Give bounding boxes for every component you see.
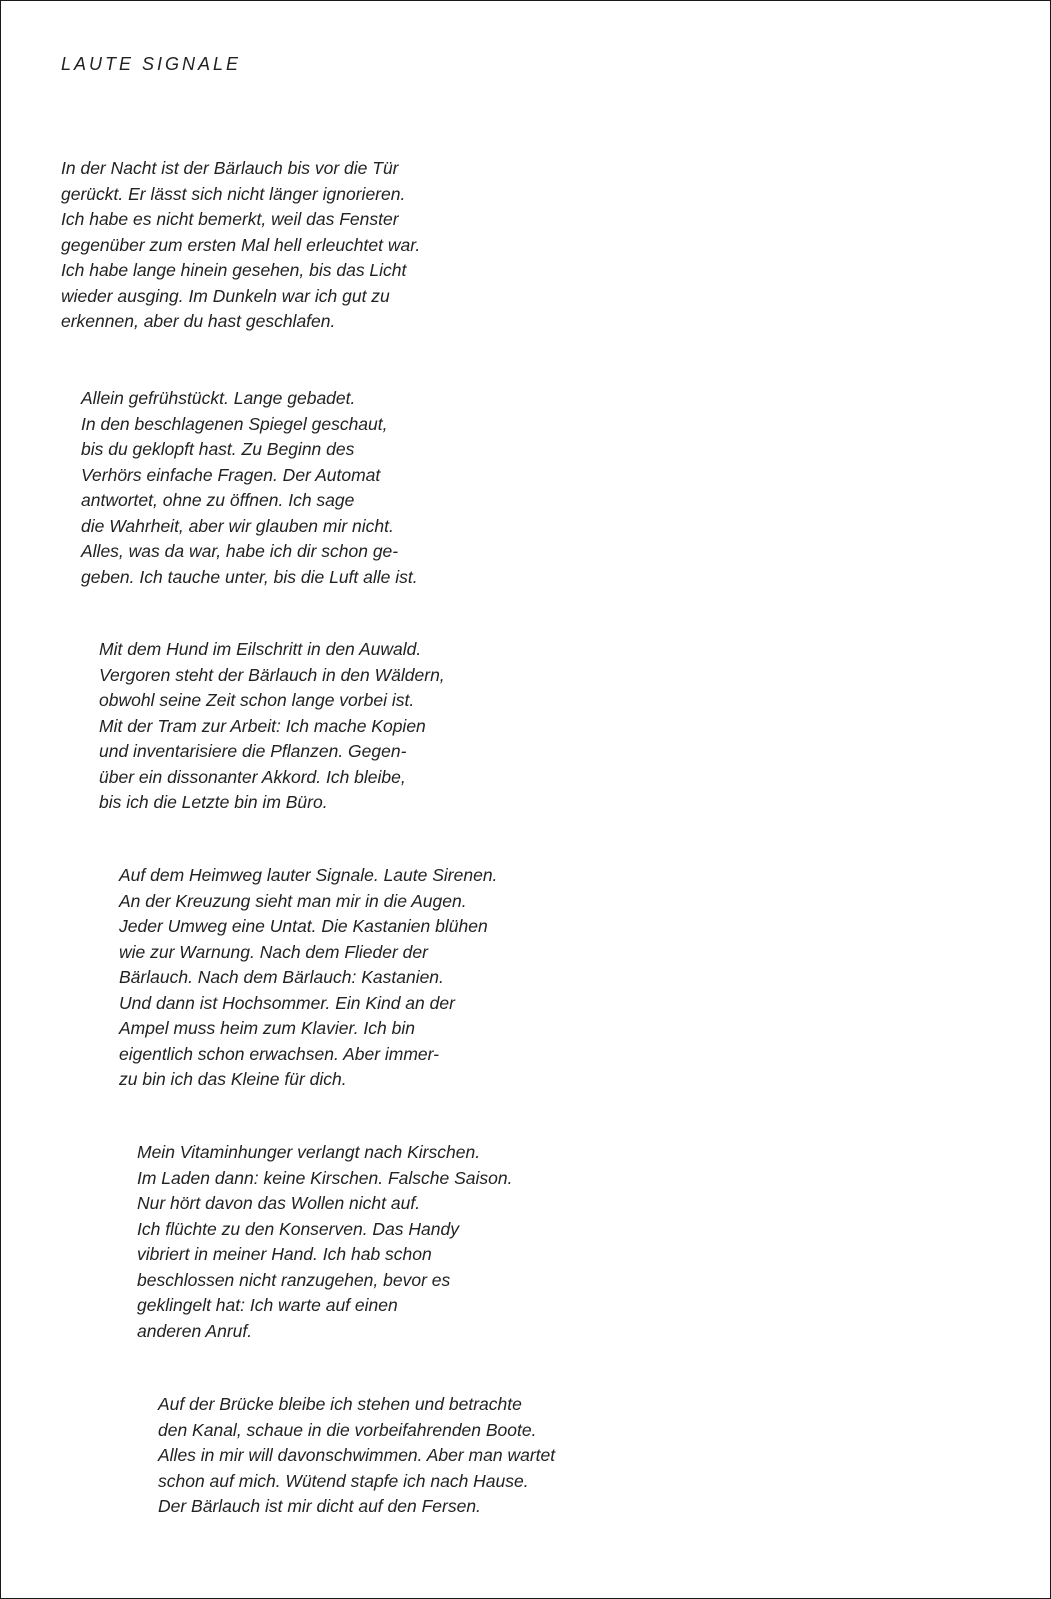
poem-line: Allein gefrühstückt. Lange gebadet. — [81, 388, 356, 408]
poem-line: Der Bärlauch ist mir dicht auf den Fersen. — [158, 1496, 481, 1516]
poem-line: Verhörs einfache Fragen. Der Automat — [81, 464, 381, 485]
poem-line: Im Laden dann: keine Kirschen. Falsche Saison. — [137, 1167, 513, 1188]
poem-line: Mein Vitaminhunger verlangt nach Kirschen. — [137, 1142, 481, 1162]
poem-line: wieder ausging. Im Dunkeln war ich gut zu — [61, 285, 390, 306]
poem-line: Jeder Umweg eine Untat. Die Kastanien blühen — [119, 916, 488, 936]
poem-line: geklingelt hat: Ich warte auf einen — [137, 1295, 398, 1315]
poem-line: die Wahrheit, aber wir glauben mir nicht. — [81, 515, 394, 536]
stanza-2 — [81, 386, 418, 590]
poem-line: Alles in mir will davonschwimmen. Aber man wartet — [158, 1445, 556, 1465]
poem-line: Mit dem Hund im Eilschritt in den Auwald. — [99, 639, 422, 659]
poem-line: gerückt. Er lässt sich nicht länger ignorieren. — [61, 183, 406, 204]
poem-line: An der Kreuzung sieht man mir in die Augen. — [119, 890, 467, 911]
stanza-6 — [158, 1392, 555, 1520]
poem-line: vibriert in meiner Hand. Ich hab schon — [137, 1244, 432, 1264]
stanza-3 — [99, 637, 445, 816]
poem-line: anderen Anruf. — [137, 1320, 253, 1341]
poem-line: erkennen, aber du hast geschlafen. — [61, 311, 336, 331]
poem-line: wie zur Warnung. Nach dem Flieder der — [119, 941, 428, 962]
poem-line: In den beschlagenen Spiegel geschaut, — [81, 413, 388, 434]
poem-line: Alles, was da war, habe ich dir schon ge- — [81, 541, 399, 561]
poem-line: Auf dem Heimweg lauter Signale. Laute Sirenen. — [119, 865, 498, 885]
poem-line: obwohl seine Zeit schon lange vorbei ist. — [99, 690, 415, 710]
poem-line: Auf der Brücke bleibe ich stehen und betrachte — [158, 1394, 522, 1414]
poem-line: gegenüber zum ersten Mal hell erleuchtet war. — [61, 234, 421, 255]
poem-line: geben. Ich tauche unter, bis die Luft alle ist. — [81, 566, 418, 587]
poem-line: über ein dissonanter Akkord. Ich bleibe, — [99, 766, 406, 787]
poem-line: bis du geklopft hast. Zu Beginn des — [81, 439, 355, 459]
poem-line: Mit der Tram zur Arbeit: Ich mache Kopien — [99, 715, 426, 736]
poem-line: schon auf mich. Wütend stapfe ich nach Hause. — [158, 1470, 529, 1491]
poem-line: Ich habe lange hinein gesehen, bis das Licht — [61, 260, 407, 280]
poem-line: Bärlauch. Nach dem Bärlauch: Kastanien. — [119, 967, 444, 987]
poem-line: Nur hört davon das Wollen nicht auf. — [137, 1193, 421, 1213]
poem-line: antwortet, ohne zu öffnen. Ich sage — [81, 490, 355, 510]
stanza-1 — [61, 156, 420, 335]
poem-line: den Kanal, schaue in die vorbeifahrenden Boote. — [158, 1419, 537, 1440]
poem-line: Vergoren steht der Bärlauch in den Wäldern, — [99, 664, 445, 685]
poem-line: Ampel muss heim zum Klavier. Ich bin — [119, 1018, 415, 1038]
stanza-4 — [119, 863, 497, 1093]
poem-title: LAUTE SIGNALE — [61, 54, 242, 74]
poem-line: und inventarisiere die Pflanzen. Gegen- — [99, 741, 407, 761]
poem-line: bis ich die Letzte bin im Büro. — [99, 792, 328, 812]
poem-line: Und dann ist Hochsommer. Ein Kind an der — [119, 992, 455, 1013]
poem-line: beschlossen nicht ranzugehen, bevor es — [137, 1269, 451, 1290]
poem-line: In der Nacht ist der Bärlauch bis vor die Tür — [61, 158, 399, 178]
stanza-5 — [137, 1140, 513, 1344]
poem-line: zu bin ich das Kleine für dich. — [119, 1069, 347, 1089]
poem-line: Ich flüchte zu den Konserven. Das Handy — [137, 1218, 459, 1239]
poem-line: Ich habe es nicht bemerkt, weil das Fenster — [61, 209, 399, 229]
poem-line: eigentlich schon erwachsen. Aber immer- — [119, 1043, 440, 1064]
